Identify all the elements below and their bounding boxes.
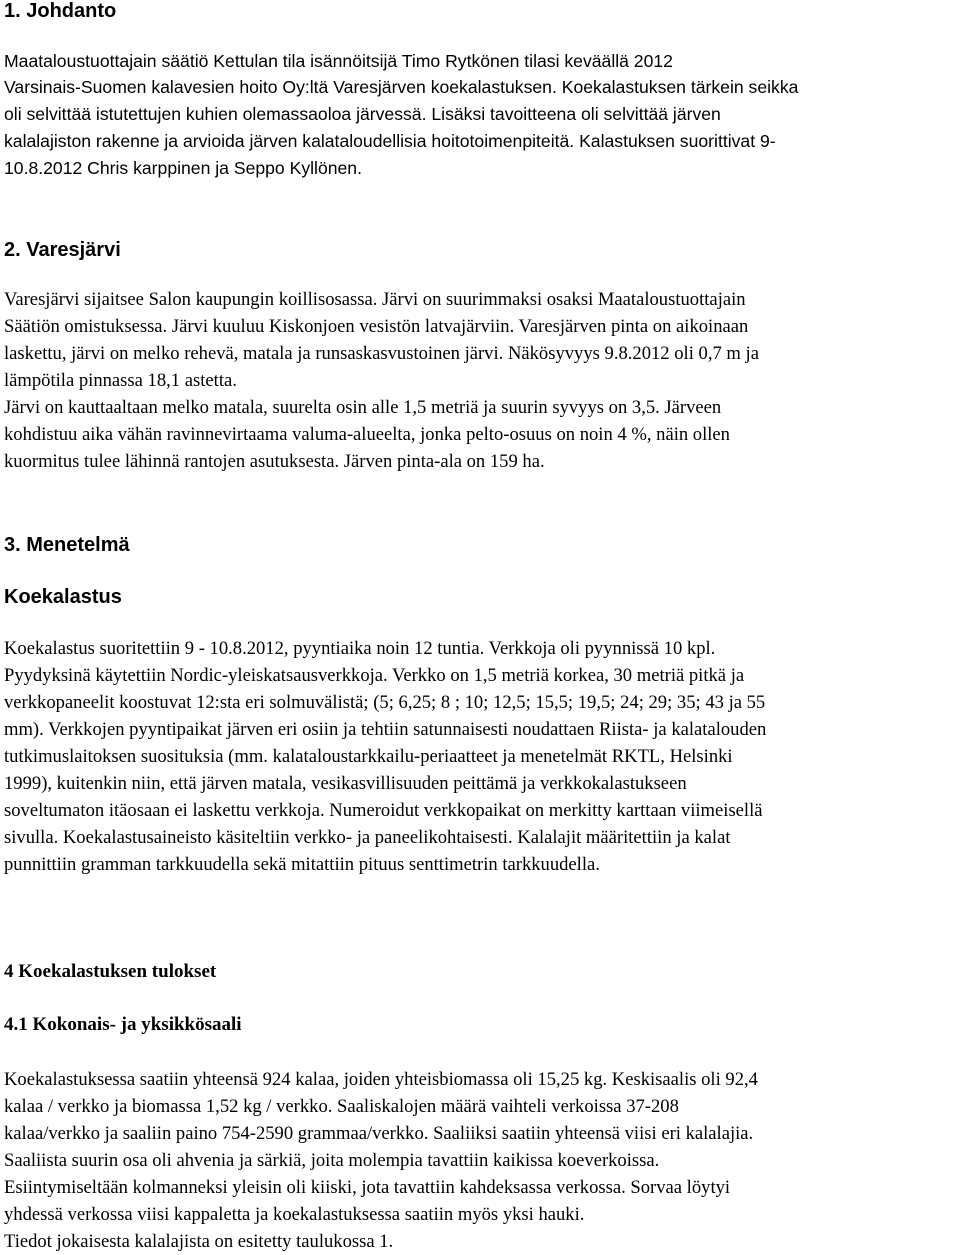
subheading-koekalastus: Koekalastus — [4, 586, 122, 608]
paragraph-line: punnittiin gramman tarkkuudella sekä mitattiin pituus senttimetrin tarkkuudella. — [4, 854, 600, 875]
paragraph-line: Esiintymiseltään kolmanneksi yleisin oli kiiski, jota tavattiin kahdeksassa verkossa. Sorvaa löytyi — [4, 1177, 731, 1198]
heading-johdanto: 1. Johdanto — [4, 0, 117, 22]
paragraph-line: Säätiön omistuksessa. Järvi kuuluu Kiskonjoen vesistön latvajärviin. Varesjärven pinta on aikoinaan — [4, 316, 749, 337]
paragraph-line: lämpötila pinnassa 18,1 astetta. — [4, 370, 237, 391]
subheading-kokonais-ja-yksikkosaali: 4.1 Kokonais- ja yksikkösaali — [4, 1014, 242, 1035]
paragraph-line: Varesjärvi sijaitsee Salon kaupungin koillisosassa. Järvi on suurimmaksi osaksi Maataloustuottajain — [4, 289, 746, 310]
paragraph-line: soveltumaton itäosaan ei laskettu verkkoja. Numeroidut verkkopaikat on merkitty karttaan viimeisellä — [4, 800, 763, 821]
paragraph-line: Saaliista suurin osa oli ahvenia ja särkiä, joita molempia tavattiin kaikissa koeverkoissa. — [4, 1150, 660, 1171]
paragraph-line: kuormitus tulee lähinnä rantojen asutuksesta. Järven pinta-ala on 159 ha. — [4, 451, 545, 472]
paragraph-line: kalaa/verkko ja saaliin paino 754-2590 grammaa/verkko. Saaliiksi saatiin yhteensä viisi eri kalalajia. — [4, 1123, 754, 1144]
paragraph-line: oli selvittää istutettujen kuhien olemassaoloa järvessä. Lisäksi tavoitteena oli selvittää järven — [4, 104, 721, 124]
paragraph-line: Tiedot jokaisesta kalalajista on esitetty taulukossa 1. — [4, 1231, 394, 1252]
paragraph-line: 10.8.2012 Chris karppinen ja Seppo Kyllönen. — [4, 158, 362, 178]
heading-koekalastuksen-tulokset: 4 Koekalastuksen tulokset — [4, 961, 217, 982]
paragraph-line: kalaa / verkko ja biomassa 1,52 kg / verkko. Saaliskalojen määrä vaihteli verkoissa 37-208 — [4, 1096, 679, 1117]
paragraph-line: mm). Verkkojen pyyntipaikat järven eri osiin ja tehtiin satunnaisesti noudattaen Riista- ja kalatalouden — [4, 719, 767, 740]
paragraph-line: Varsinais-Suomen kalavesien hoito Oy:ltä Varesjärven koekalastuksen. Koekalastuksen tärkein seikka — [4, 77, 799, 97]
paragraph-line: laskettu, järvi on melko rehevä, matala ja runsaskasvustoinen järvi. Näkösyvyys 9.8.2012 oli 0,7 m ja — [4, 343, 759, 364]
paragraph-line: Järvi on kauttaaltaan melko matala, suurelta osin alle 1,5 metriä ja suurin syvyys on 3,5. Järveen — [4, 397, 722, 418]
heading-varesjarvi: 2. Varesjärvi — [4, 239, 121, 261]
heading-menetelma: 3. Menetelmä — [4, 534, 130, 556]
paragraph-line: sivulla. Koekalastusaineisto käsiteltiin verkko- ja paneelikohtaisesti. Kalalajit määritettiin ja kalat — [4, 827, 731, 848]
paragraph-line: 1999), kuitenkin niin, että järven matala, vesikasvillisuuden peittämä ja verkkokalastukseen — [4, 773, 687, 794]
paragraph-line: kalalajiston rakenne ja arvioida järven kalataloudellisia hoitotoimenpiteitä. Kalastuksen suorittivat 9- — [4, 131, 776, 151]
paragraph-line: kohdistuu aika vähän ravinnevirtaama valuma-alueelta, jonka pelto-osuus on noin 4 %, näin ollen — [4, 424, 730, 445]
paragraph-line: Pyydyksinä käytettiin Nordic-yleiskatsausverkkoja. Verkko on 1,5 metriä korkea, 30 metriä pitkä ja — [4, 665, 745, 686]
paragraph-line: yhdessä verkossa viisi kappaletta ja koekalastuksessa saatiin myös yksi hauki. — [4, 1204, 585, 1225]
paragraph-line: Koekalastuksessa saatiin yhteensä 924 kalaa, joiden yhteisbiomassa oli 15,25 kg. Keskisaalis oli 92,4 — [4, 1069, 758, 1090]
paragraph-line: verkkopaneelit koostuvat 12:sta eri solmuvälistä; (5; 6,25; 8 ; 10; 12,5; 15,5; 19,5; 24; 29; 35; 43 ja 55 — [4, 692, 766, 713]
paragraph-line: Maataloustuottajain säätiö Kettulan tila isännöitsijä Timo Rytkönen tilasi keväällä 2012 — [4, 51, 673, 71]
paragraph-line: tutkimuslaitoksen suosituksia (mm. kalataloustarkkailu-periaatteet ja menetelmät RKTL, Helsinki — [4, 746, 733, 767]
paragraph-line: Koekalastus suoritettiin 9 - 10.8.2012, pyyntiaika noin 12 tuntia. Verkkoja oli pyynnissä 10 kpl. — [4, 638, 716, 659]
